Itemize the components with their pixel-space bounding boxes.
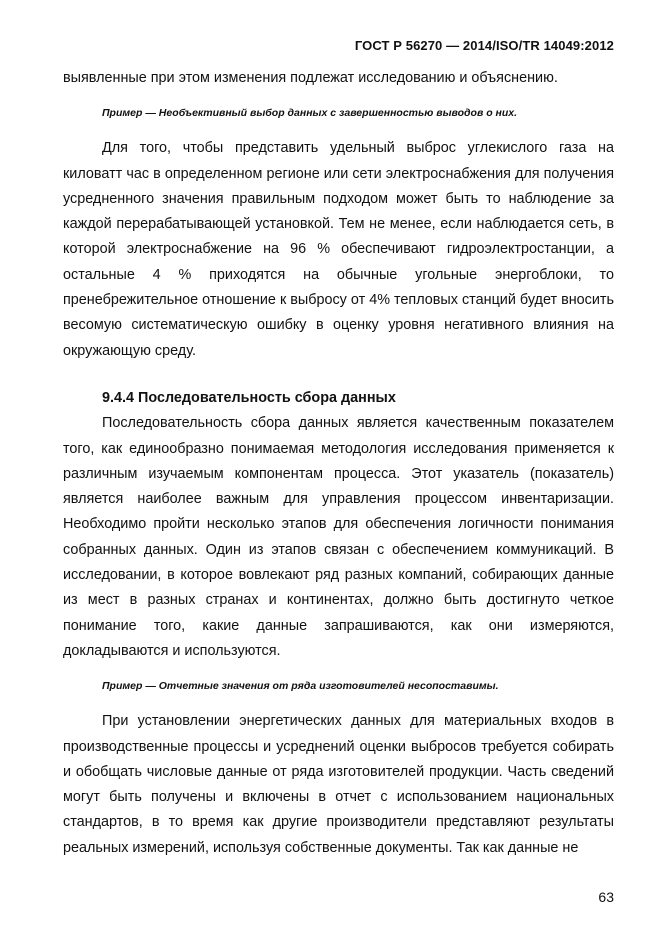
paragraph-consistency: Последовательность сбора данных является качественным показателем того, как единообразно понимаемая методология исследования применяется к различным изучаемым компонентам процесса. Этот указатель (показатель) является наиболее важным для управления процессом инвентаризации. Необходимо пройти несколько этапов для обеспечения логичности понимания собранных данных. Один из этапов связан с обеспечением коммуникаций. В исследовании, в которое вовлекают ряд разных компаний, собирающих данные из мест в разных странах и континентах, должно быть достигнуто четкое понимание того, какие данные запрашиваются, как они измеряются, докладываются и используются. bbox=[63, 415, 614, 659]
example-note-1: Пример — Необъективный выбор данных с завершенностью выводов о них. bbox=[102, 107, 518, 120]
continuation-paragraph: выявленные при этом изменения подлежат исследованию и объяснению. bbox=[63, 70, 558, 86]
paragraph-energy-data: При установлении энергетических данных для материальных входов в производственные процессы и усреднений оценки выбросов требуется собирать и обобщать числовые данные от ряда изготовителей продукции. Часть сведений могут быть получены и включены в отчет с использованием национальных стандартов, в то время как другие производители представляют результаты реальных измерений, используя собственные документы. Так как данные не bbox=[63, 713, 614, 856]
page-content bbox=[63, 66, 614, 861]
standard-header: ГОСТ Р 56270 — 2014/ISO/TR 14049:2012 bbox=[354, 38, 614, 53]
example-note-2: Пример — Отчетные значения от ряда изготовителей несопоставимы. bbox=[102, 680, 499, 693]
paragraph-emissions: Для того, чтобы представить удельный выброс углекислого газа на киловатт час в определенном регионе или сети электроснабжения для получения усредненного значения правильным подходом может быть то наблюдение за каждой перерабатывающей установкой. Тем не менее, если наблюдается сеть, в которой электроснабжение на 96 % обеспечивают гидроэлектростанции, а остальные 4 % приходятся на обычные угольные энергоблоки, то пренебрежительное отношение к выбросу от 4% тепловых станций будет вносить весомую систематическую ошибку в оценку уровня негативного влияния на окружающую среду. bbox=[63, 140, 614, 359]
section-heading: 9.4.4 Последовательность сбора данных bbox=[102, 389, 396, 406]
page-number: 63 bbox=[598, 889, 614, 905]
